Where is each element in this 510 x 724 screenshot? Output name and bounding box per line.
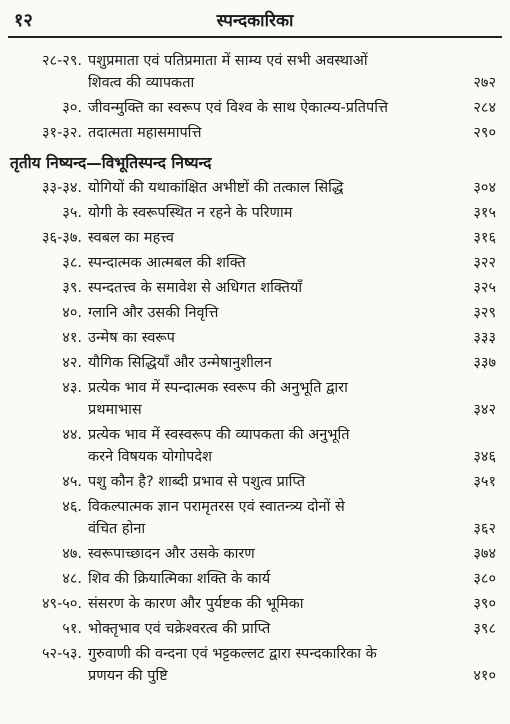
entry-title — [88, 252, 440, 274]
toc-entry — [0, 302, 510, 324]
entry-page-number: २७२ — [473, 75, 496, 91]
entry-number: ४६. — [62, 499, 82, 515]
entry-number: ३०. — [62, 100, 82, 116]
entry-title — [88, 302, 440, 324]
entry-title-line: पशु कौन है? शाब्दी प्रभाव से पशुत्व प्राप्ति — [88, 474, 306, 490]
entry-title — [88, 496, 440, 540]
entry-title-line: शिव की क्रियात्मिका शक्ति के कार्य — [88, 571, 271, 587]
entry-page-number: ३१६ — [473, 230, 496, 246]
entry-title — [88, 643, 440, 687]
entry-title-line: प्रत्येक भाव में स्पन्दात्मक स्वरूप की अनुभूति द्वारा — [88, 380, 348, 396]
entry-number: ४१. — [62, 330, 82, 346]
toc-entry — [0, 496, 510, 540]
entry-number: ४३. — [62, 380, 82, 396]
toc-entry — [0, 227, 510, 249]
entry-number: ३१-३२. — [41, 125, 82, 141]
entry-page-number: ३९८ — [473, 621, 496, 637]
toc-entry — [0, 327, 510, 349]
entry-title-line: शिवत्व की व्यापकता — [88, 75, 195, 91]
entry-number: ४५. — [62, 474, 82, 490]
entry-title-line: गुरुवाणी की वन्दना एवं भट्टकल्लट द्वारा स्पन्दकारिका के — [88, 646, 377, 662]
toc-entry — [0, 177, 510, 199]
entry-title-line: तदात्मता महासमापत्ति — [88, 125, 202, 141]
entry-title — [88, 227, 440, 249]
entry-page-number: ३४६ — [473, 449, 496, 465]
entry-number: ५१. — [62, 621, 82, 637]
entry-number: ४७. — [62, 546, 82, 562]
entry-page-number: ३७४ — [473, 546, 496, 562]
entry-title-line: स्वरूपाच्छादन और उसके कारण — [88, 546, 255, 562]
entry-title-line: संसरण के कारण और पुर्यष्टक की भूमिका — [88, 596, 304, 612]
entry-page-number: २९० — [473, 125, 496, 141]
entry-title-line: स्पन्दात्मक आत्मबल की शक्ति — [88, 255, 246, 271]
entry-number: ३३-३४. — [41, 180, 82, 196]
entry-title-line: स्वबल का महत्त्व — [88, 230, 174, 246]
entry-page-number: ३३३ — [473, 330, 496, 346]
entry-page-number: ३२९ — [473, 305, 496, 321]
entry-title-line: करने विषयक योगोपदेश — [88, 449, 212, 465]
entry-title — [88, 377, 440, 421]
toc-entry — [0, 568, 510, 590]
toc-entry — [0, 618, 510, 640]
toc-entry — [0, 202, 510, 224]
entry-page-number: ३०४ — [473, 180, 496, 196]
entry-number: ४८. — [62, 571, 82, 587]
page-header — [0, 8, 510, 34]
toc-entry — [0, 377, 510, 421]
header-rule — [8, 36, 502, 38]
entry-title — [88, 122, 440, 144]
entry-title — [88, 97, 440, 119]
entry-page-number: ३८० — [473, 571, 496, 587]
toc-entry — [0, 252, 510, 274]
toc-entry — [0, 471, 510, 493]
entry-title-line: भोक्तृभाव एवं चक्रेश्वरत्व की प्राप्ति — [88, 621, 271, 637]
entry-number: २८-२९. — [41, 53, 82, 69]
entry-number: ५२-५३. — [41, 646, 82, 662]
entry-title-line: पशुप्रमाता एवं पतिप्रमाता में साम्य एवं सभी अवस्थाओं — [88, 53, 368, 69]
toc-entry — [0, 277, 510, 299]
entry-title-line: यौगिक सिद्धियाँ और उन्मेषानुशीलन — [88, 355, 272, 371]
entry-title-line: योगी के स्वरूपस्थित न रहने के परिणाम — [88, 205, 293, 221]
entry-title-line: प्रथमाभास — [88, 402, 142, 418]
toc-entry — [0, 424, 510, 468]
running-title: स्पन्दकारिका — [216, 11, 294, 31]
entry-number: ४४. — [62, 427, 82, 443]
entry-title — [88, 543, 440, 565]
entry-page-number: ३१५ — [473, 205, 496, 221]
entry-title — [88, 177, 440, 199]
entry-title — [88, 618, 440, 640]
entry-title-line: वंचित होना — [88, 521, 146, 537]
entry-title — [88, 277, 440, 299]
section-heading: तृतीय निष्यन्द—विभूतिस्पन्द निष्यन्द — [10, 154, 212, 172]
entry-page-number: ३२५ — [473, 280, 496, 296]
toc-entry — [0, 50, 510, 94]
entry-title-line: उन्मेष का स्वरूप — [88, 330, 175, 346]
entry-title-line: योगियों की यथाकांक्षित अभीष्टों की तत्काल सिद्धि — [88, 180, 344, 196]
entry-title-line: ग्लानि और उसकी निवृत्ति — [88, 305, 219, 321]
entry-title — [88, 327, 440, 349]
entry-page-number: ३५१ — [473, 474, 496, 490]
entry-page-number: ४१० — [473, 668, 496, 684]
entry-page-number: ३९० — [473, 596, 496, 612]
entry-number: ४०. — [62, 305, 82, 321]
entry-number: ३६-३७. — [41, 230, 82, 246]
toc-entry — [0, 122, 510, 144]
entry-title-line: जीवन्मुक्ति का स्वरूप एवं विश्व के साथ ऐकात्म्य-प्रतिपत्ति — [88, 100, 389, 116]
entry-number: ३८. — [62, 255, 82, 271]
entry-page-number: २८४ — [473, 100, 496, 116]
entry-title — [88, 471, 440, 493]
entry-title — [88, 424, 440, 468]
toc-entry — [0, 352, 510, 374]
page-number: १२ — [14, 10, 33, 31]
entry-title-line: स्पन्दतत्त्व के समावेश से अधिगत शक्तियाँ — [88, 280, 303, 296]
toc-entry — [0, 97, 510, 119]
entry-title — [88, 50, 440, 94]
entry-page-number: ३६२ — [473, 521, 496, 537]
entry-number: ३५. — [62, 205, 82, 221]
entry-title-line: प्रणयन की पुष्टि — [88, 668, 168, 684]
entry-number: ४९-५०. — [41, 596, 82, 612]
entry-title — [88, 568, 440, 590]
entry-title — [88, 202, 440, 224]
entry-page-number: ३४२ — [473, 402, 496, 418]
entry-number: ४२. — [62, 355, 82, 371]
entry-page-number: ३३७ — [473, 355, 496, 371]
entry-title-line: विकल्पात्मक ज्ञान परामृतरस एवं स्वातन्त्र्य दोनों से — [88, 499, 345, 515]
toc-entry — [0, 643, 510, 687]
entry-title — [88, 352, 440, 374]
entry-number: ३९. — [62, 280, 82, 296]
toc-entry — [0, 543, 510, 565]
entry-page-number: ३२२ — [473, 255, 496, 271]
toc-entry — [0, 593, 510, 615]
entry-title-line: प्रत्येक भाव में स्वस्वरूप की व्यापकता की अनुभूति — [88, 427, 350, 443]
entry-title — [88, 593, 440, 615]
